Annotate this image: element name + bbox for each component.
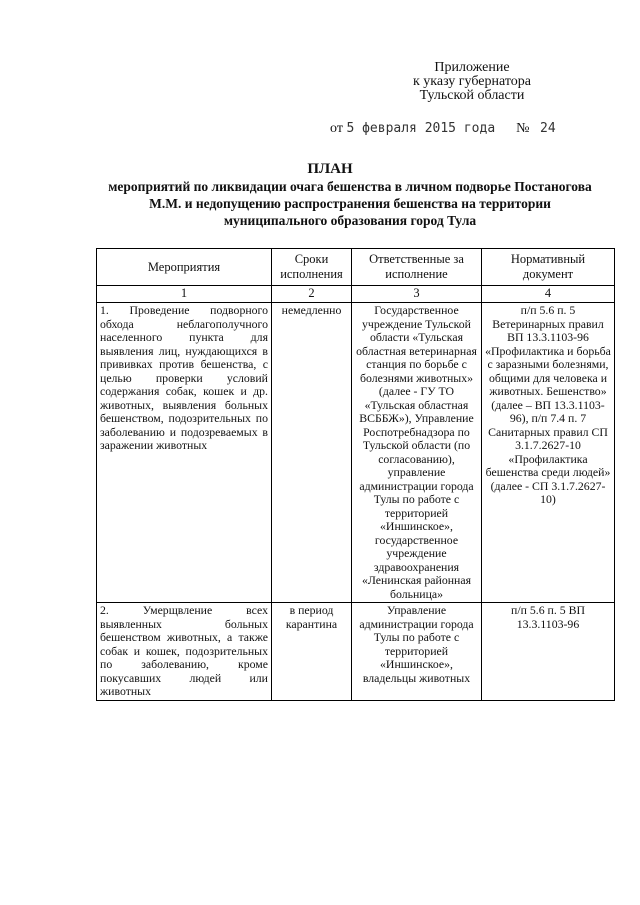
- table-header-row: [97, 249, 615, 286]
- table-row: [97, 303, 615, 603]
- appendix-line: Приложение: [434, 60, 510, 75]
- column-number: 1: [97, 286, 272, 303]
- responsible-cell: Государственное учреждение Тульской области «Тульская областная ветеринарная станция по борьбе с болезнями животных» (далее - ГУ ТО «Тульская областная ВСББЖ»), Управление Роспотребнадзора по Тульской области (по согласованию), управление администрации города Тулы по работе с территорией «Иншинское», государственное учреждение здравоохранения «Ленинская районная больница»: [352, 303, 482, 603]
- measure-cell: 2. Умерщвление всех выявленных больных бешенством животных, а также собак и кошек, подозрительных по заболеванию, кроме покусавших людей или животных: [97, 603, 272, 701]
- column-number: 2: [272, 286, 352, 303]
- column-numbers-row: [97, 286, 615, 303]
- header-document: Нормативный документ: [482, 249, 615, 286]
- header-responsible: Ответственные за исполнение: [352, 249, 482, 286]
- document-title: ПЛАН: [307, 161, 353, 177]
- appendix-line: к указу губернатора: [412, 74, 532, 89]
- table-row: [97, 603, 615, 701]
- header-deadlines: Сроки исполнения: [272, 249, 352, 286]
- order-reference: [330, 121, 556, 137]
- order-date: 5 февраля 2015 года: [346, 121, 496, 136]
- appendix-block: [392, 61, 552, 103]
- appendix-line: Тульской области: [419, 88, 525, 103]
- from-label: от: [330, 121, 343, 136]
- deadline-cell: в период карантина: [272, 603, 352, 701]
- column-number: 3: [352, 286, 482, 303]
- responsible-cell: Управление администрации города Тулы по работе с территорией «Иншинское», владельцы животных: [352, 603, 482, 701]
- header-measures: Мероприятия: [97, 249, 272, 286]
- document-cell: п/п 5.6 п. 5 Ветеринарных правил ВП 13.3.1103-96 «Профилактика и борьба с заразными болезнями, общими для человека и животных. Бешенство» (далее – ВП 13.3.1103-96), п/п 7.4 п. 7 Санитарных правил СП 3.1.7.2627-10 «Профилактика бешенства среди людей» (далее - СП 3.1.7.2627-10): [482, 303, 615, 603]
- plan-table: [96, 248, 615, 701]
- order-number: 24: [540, 121, 556, 136]
- document-cell: п/п 5.6 п. 5 ВП 13.3.1103-96: [482, 603, 615, 701]
- number-label: №: [516, 121, 530, 136]
- measure-cell: 1. Проведение подворного обхода неблагополучного населенного пункта для выявления лиц, нуждающихся в прививках против бешенства, с целью проверки условий содержания собак, кошек и др. животных, выявления больных бешенством, подозрительных по заболеванию и подозреваемых в заражении животных: [97, 303, 272, 603]
- deadline-cell: немедленно: [272, 303, 352, 603]
- column-number: 4: [482, 286, 615, 303]
- document-subtitle: мероприятий по ликвидации очага бешенства в личном подворье Постаногова М.М. и недопущению распространения бешенства на территории муниципального образования город Тула: [108, 179, 592, 228]
